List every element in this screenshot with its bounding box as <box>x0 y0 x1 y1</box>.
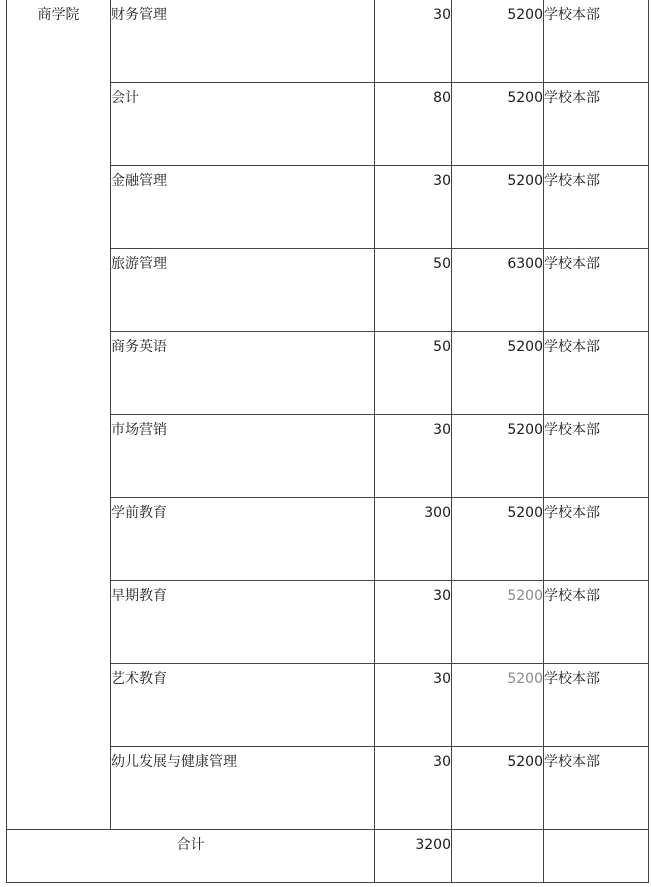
fee-cell: 5200 <box>452 0 544 83</box>
campus-cell: 学校本部 <box>544 166 649 249</box>
quota-cell: 30 <box>375 415 452 498</box>
quota-cell: 30 <box>375 664 452 747</box>
campus-cell: 学校本部 <box>544 415 649 498</box>
campus-cell: 学校本部 <box>544 498 649 581</box>
fee-cell: 5200 <box>452 415 544 498</box>
fee-cell: 5200 <box>452 332 544 415</box>
major-cell: 金融管理 <box>111 166 375 249</box>
quota-cell: 30 <box>375 166 452 249</box>
college-cell: 商学院 <box>7 0 111 830</box>
fee-cell: 5200 <box>452 747 544 830</box>
major-cell: 早期教育 <box>111 581 375 664</box>
major-cell: 商务英语 <box>111 332 375 415</box>
fee-cell: 5200 <box>452 581 544 664</box>
enrollment-table <box>6 0 649 883</box>
quota-cell: 80 <box>375 83 452 166</box>
total-quota: 3200 <box>375 830 452 883</box>
total-fee-cell <box>452 830 544 883</box>
quota-cell: 50 <box>375 332 452 415</box>
total-campus-cell <box>544 830 649 883</box>
campus-cell: 学校本部 <box>544 249 649 332</box>
total-row <box>7 830 649 883</box>
quota-cell: 50 <box>375 249 452 332</box>
major-cell: 幼儿发展与健康管理 <box>111 747 375 830</box>
quota-cell: 30 <box>375 0 452 83</box>
table-row <box>7 0 649 83</box>
campus-cell: 学校本部 <box>544 747 649 830</box>
quota-cell: 30 <box>375 747 452 830</box>
fee-cell: 5200 <box>452 83 544 166</box>
total-label: 合计 <box>7 830 375 883</box>
campus-cell: 学校本部 <box>544 332 649 415</box>
campus-cell: 学校本部 <box>544 581 649 664</box>
campus-cell: 学校本部 <box>544 664 649 747</box>
fee-cell: 5200 <box>452 498 544 581</box>
quota-cell: 300 <box>375 498 452 581</box>
major-cell: 旅游管理 <box>111 249 375 332</box>
fee-cell: 5200 <box>452 664 544 747</box>
campus-cell: 学校本部 <box>544 83 649 166</box>
fee-cell: 5200 <box>452 166 544 249</box>
major-cell: 财务管理 <box>111 0 375 83</box>
quota-cell: 30 <box>375 581 452 664</box>
major-cell: 市场营销 <box>111 415 375 498</box>
fee-cell: 6300 <box>452 249 544 332</box>
major-cell: 艺术教育 <box>111 664 375 747</box>
major-cell: 会计 <box>111 83 375 166</box>
major-cell: 学前教育 <box>111 498 375 581</box>
campus-cell: 学校本部 <box>544 0 649 83</box>
